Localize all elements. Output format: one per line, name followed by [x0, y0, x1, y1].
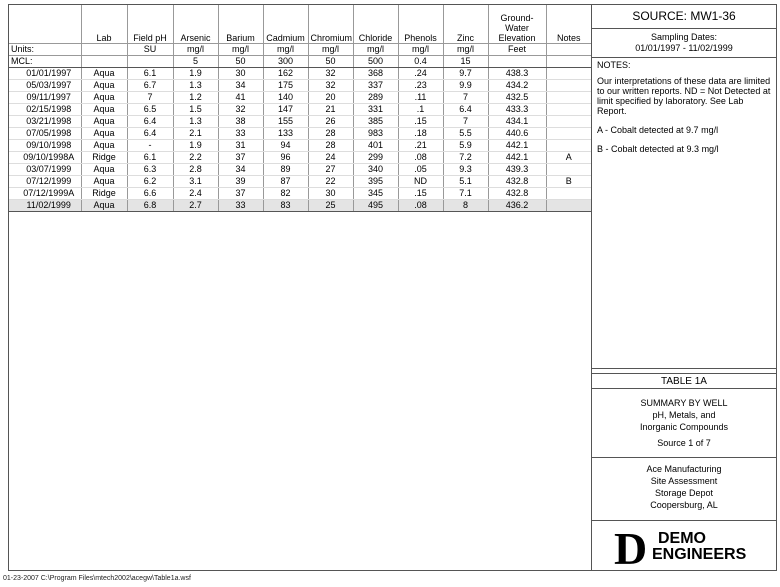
table-cell: 1.3: [173, 116, 218, 128]
table-cell: 6.3: [127, 164, 173, 176]
column-header: Field pH: [127, 5, 173, 44]
summary-line-3: Inorganic Compounds: [639, 422, 729, 432]
summary-line-2: pH, Metals, and: [652, 410, 716, 420]
table-cell: 434.1: [488, 116, 546, 128]
table-cell: Aqua: [81, 92, 127, 104]
table-cell: 433.3: [488, 104, 546, 116]
data-table-area: [9, 5, 591, 230]
column-header: Notes: [556, 33, 581, 43]
table-cell: 2.2: [173, 152, 218, 164]
info-panel: [592, 5, 776, 574]
table-row: [9, 116, 591, 128]
table-cell: 2.1: [173, 128, 218, 140]
site-name: Storage Depot: [654, 488, 714, 498]
sample-date: 03/07/1999: [9, 164, 81, 176]
table-cell: 6.6: [127, 188, 173, 200]
table-cell: 6.5: [127, 104, 173, 116]
mcl-cell: 5: [173, 56, 218, 68]
unit-cell: [81, 44, 127, 56]
mcl-cell: [488, 56, 546, 68]
column-header: Arsenic: [173, 5, 218, 44]
table-cell: 7.1: [443, 188, 488, 200]
summary-table: [9, 5, 591, 212]
table-cell: 345: [353, 188, 398, 200]
column-header: Chromium: [308, 5, 353, 44]
table-cell: 175: [263, 80, 308, 92]
table-cell: 82: [263, 188, 308, 200]
table-cell: 20: [308, 92, 353, 104]
unit-cell: [546, 44, 591, 56]
sample-date: 09/10/1998A: [9, 152, 81, 164]
mcl-cell: 50: [308, 56, 353, 68]
table-row: [9, 104, 591, 116]
table-cell: 6.4: [127, 128, 173, 140]
table-cell: 27: [308, 164, 353, 176]
mcl-cell: 50: [218, 56, 263, 68]
table-cell: 31: [218, 140, 263, 152]
table-cell: [546, 140, 591, 152]
unit-cell: SU: [127, 44, 173, 56]
table-cell: A: [546, 152, 591, 164]
table-row: [9, 176, 591, 188]
table-cell: 87: [263, 176, 308, 188]
sampling-label: Sampling Dates:: [650, 32, 718, 42]
table-cell: 37: [218, 152, 263, 164]
table-cell: 26: [308, 116, 353, 128]
project-name: Site Assessment: [650, 476, 718, 486]
sample-date: 01/01/1997: [9, 68, 81, 80]
table-cell: 395: [353, 176, 398, 188]
unit-cell: mg/l: [308, 44, 353, 56]
table-cell: 439.3: [488, 164, 546, 176]
table-cell: .08: [398, 200, 443, 212]
unit-cell: Feet: [488, 44, 546, 56]
column-header: Phenols: [398, 5, 443, 44]
table-cell: .18: [398, 128, 443, 140]
table-cell: 432.8: [488, 188, 546, 200]
mcl-cell: [81, 56, 127, 68]
table-cell: [546, 116, 591, 128]
sample-date: 11/02/1999: [9, 200, 81, 212]
table-cell: [546, 200, 591, 212]
column-header: Cadmium: [263, 5, 308, 44]
company-logo: [614, 523, 764, 574]
table-cell: [546, 104, 591, 116]
mcl-cell: 0.4: [398, 56, 443, 68]
table-cell: 434.2: [488, 80, 546, 92]
table-cell: 2.7: [173, 200, 218, 212]
table-cell: 983: [353, 128, 398, 140]
column-header: Chloride: [353, 5, 398, 44]
sampling-range: 01/01/1997 - 11/02/1999: [635, 43, 733, 53]
table-row: [9, 188, 591, 200]
table-cell: 6.1: [127, 152, 173, 164]
table-cell: 1.9: [173, 140, 218, 152]
table-cell: 340: [353, 164, 398, 176]
table-cell: -: [127, 140, 173, 152]
table-cell: 155: [263, 116, 308, 128]
table-cell: Aqua: [81, 164, 127, 176]
units-label: Units:: [9, 44, 81, 56]
divider: [592, 457, 776, 458]
table-cell: 289: [353, 92, 398, 104]
table-cell: Aqua: [81, 104, 127, 116]
table-row: [9, 200, 591, 212]
file-path-footer: 01-23-2007 C:\Program Files\mtech2002\acegw\Table1a.wsf: [3, 575, 191, 582]
logo-letter: D: [614, 523, 648, 574]
sample-date: 05/03/1997: [9, 80, 81, 92]
table-cell: Aqua: [81, 140, 127, 152]
table-cell: .08: [398, 152, 443, 164]
table-cell: 7.2: [443, 152, 488, 164]
column-header: Lab: [81, 5, 127, 44]
column-header: Ground-Water Elevation: [488, 5, 546, 44]
table-cell: 6.1: [127, 68, 173, 80]
table-cell: 6.4: [443, 104, 488, 116]
source-count: Source 1 of 7: [657, 438, 711, 448]
mcl-row: [9, 56, 591, 68]
table-cell: 368: [353, 68, 398, 80]
report-frame: [8, 4, 777, 574]
divider: [592, 368, 776, 369]
table-cell: 147: [263, 104, 308, 116]
table-cell: 37: [218, 188, 263, 200]
table-cell: Aqua: [81, 68, 127, 80]
table-cell: 9.9: [443, 80, 488, 92]
sample-date: 02/15/1998: [9, 104, 81, 116]
table-cell: 1.2: [173, 92, 218, 104]
table-cell: 9.3: [443, 164, 488, 176]
table-row: [9, 80, 591, 92]
table-cell: B: [546, 176, 591, 188]
table-cell: .15: [398, 116, 443, 128]
table-cell: 432.5: [488, 92, 546, 104]
table-cell: Ridge: [81, 188, 127, 200]
company-name: Ace Manufacturing: [646, 464, 722, 474]
table-cell: [546, 128, 591, 140]
table-cell: 28: [308, 128, 353, 140]
table-cell: 3.1: [173, 176, 218, 188]
table-cell: 299: [353, 152, 398, 164]
table-cell: ND: [398, 176, 443, 188]
notes-body: Our interpretations of these data are limited to our written reports. ND = Not Detected at limit specified by laboratory. See Lab Report.: [597, 76, 771, 116]
table-cell: Aqua: [81, 116, 127, 128]
table-row: [9, 68, 591, 80]
table-cell: [546, 68, 591, 80]
table-cell: 89: [263, 164, 308, 176]
unit-cell: mg/l: [443, 44, 488, 56]
table-cell: 436.2: [488, 200, 546, 212]
unit-cell: mg/l: [173, 44, 218, 56]
table-cell: 495: [353, 200, 398, 212]
table-cell: 7: [443, 116, 488, 128]
mcl-cell: [127, 56, 173, 68]
table-cell: 133: [263, 128, 308, 140]
table-cell: 25: [308, 200, 353, 212]
table-cell: 33: [218, 200, 263, 212]
table-cell: 41: [218, 92, 263, 104]
unit-cell: mg/l: [218, 44, 263, 56]
table-cell: 33: [218, 128, 263, 140]
table-row: [9, 140, 591, 152]
table-row: [9, 152, 591, 164]
sample-date: 09/10/1998: [9, 140, 81, 152]
units-row: [9, 44, 591, 56]
table-cell: 8: [443, 200, 488, 212]
divider: [592, 520, 776, 521]
divider: [592, 373, 776, 374]
table-cell: 96: [263, 152, 308, 164]
table-cell: 39: [218, 176, 263, 188]
table-cell: 6.8: [127, 200, 173, 212]
table-cell: 440.6: [488, 128, 546, 140]
mcl-cell: 15: [443, 56, 488, 68]
table-cell: 9.7: [443, 68, 488, 80]
table-cell: 1.5: [173, 104, 218, 116]
mcl-cell: [546, 56, 591, 68]
table-cell: 7: [443, 92, 488, 104]
header-row: [9, 5, 591, 44]
table-cell: 337: [353, 80, 398, 92]
table-cell: 94: [263, 140, 308, 152]
sample-date: 07/12/1999A: [9, 188, 81, 200]
table-cell: [546, 92, 591, 104]
unit-cell: mg/l: [353, 44, 398, 56]
table-cell: 162: [263, 68, 308, 80]
note-b: B - Cobalt detected at 9.3 mg/l: [597, 144, 719, 154]
table-cell: 1.3: [173, 80, 218, 92]
table-cell: 5.1: [443, 176, 488, 188]
table-cell: 438.3: [488, 68, 546, 80]
table-cell: 6.7: [127, 80, 173, 92]
table-cell: 432.8: [488, 176, 546, 188]
mcl-label: MCL:: [9, 56, 81, 68]
table-cell: 28: [308, 140, 353, 152]
table-row: [9, 128, 591, 140]
location: Coopersburg, AL: [650, 500, 718, 510]
table-cell: 32: [308, 80, 353, 92]
table-cell: 21: [308, 104, 353, 116]
table-row: [9, 92, 591, 104]
table-row: [9, 164, 591, 176]
table-cell: 24: [308, 152, 353, 164]
table-cell: Aqua: [81, 176, 127, 188]
unit-cell: mg/l: [263, 44, 308, 56]
table-cell: 6.4: [127, 116, 173, 128]
column-header: [9, 5, 81, 44]
table-cell: .11: [398, 92, 443, 104]
table-cell: .23: [398, 80, 443, 92]
divider: [592, 57, 776, 58]
sample-date: 09/11/1997: [9, 92, 81, 104]
table-cell: 32: [218, 104, 263, 116]
table-cell: 38: [218, 116, 263, 128]
table-cell: 2.8: [173, 164, 218, 176]
note-a: A - Cobalt detected at 9.7 mg/l: [597, 125, 719, 135]
table-cell: .15: [398, 188, 443, 200]
divider: [592, 388, 776, 389]
unit-cell: mg/l: [398, 44, 443, 56]
table-cell: 5.9: [443, 140, 488, 152]
mcl-cell: 500: [353, 56, 398, 68]
table-cell: Aqua: [81, 128, 127, 140]
table-cell: Aqua: [81, 200, 127, 212]
table-cell: [546, 164, 591, 176]
table-cell: Ridge: [81, 152, 127, 164]
table-cell: 442.1: [488, 152, 546, 164]
logo-line-2: ENGINEERS: [652, 546, 747, 563]
table-cell: 401: [353, 140, 398, 152]
table-cell: .05: [398, 164, 443, 176]
table-cell: 22: [308, 176, 353, 188]
table-cell: 30: [308, 188, 353, 200]
table-cell: 5.5: [443, 128, 488, 140]
table-cell: 7: [127, 92, 173, 104]
table-id: TABLE 1A: [661, 376, 707, 387]
sample-date: 03/21/1998: [9, 116, 81, 128]
table-cell: 83: [263, 200, 308, 212]
table-cell: 34: [218, 164, 263, 176]
sample-date: 07/05/1998: [9, 128, 81, 140]
table-cell: 331: [353, 104, 398, 116]
table-cell: .21: [398, 140, 443, 152]
column-header: Barium: [218, 5, 263, 44]
source-title: SOURCE: MW1-36: [632, 9, 736, 23]
mcl-cell: 300: [263, 56, 308, 68]
table-cell: 1.9: [173, 68, 218, 80]
sample-date: 07/12/1999: [9, 176, 81, 188]
table-cell: 442.1: [488, 140, 546, 152]
table-cell: .1: [398, 104, 443, 116]
table-cell: Aqua: [81, 80, 127, 92]
table-cell: 140: [263, 92, 308, 104]
notes-title: NOTES:: [597, 60, 631, 70]
table-cell: 30: [218, 68, 263, 80]
table-cell: 32: [308, 68, 353, 80]
logo-line-1: DEMO: [658, 530, 706, 547]
table-cell: [546, 80, 591, 92]
table-cell: 385: [353, 116, 398, 128]
column-header: Zinc: [443, 5, 488, 44]
summary-line-1: SUMMARY BY WELL: [640, 398, 728, 408]
divider: [592, 28, 776, 29]
table-cell: 34: [218, 80, 263, 92]
table-cell: 6.2: [127, 176, 173, 188]
table-cell: .24: [398, 68, 443, 80]
table-cell: 2.4: [173, 188, 218, 200]
table-cell: [546, 188, 591, 200]
